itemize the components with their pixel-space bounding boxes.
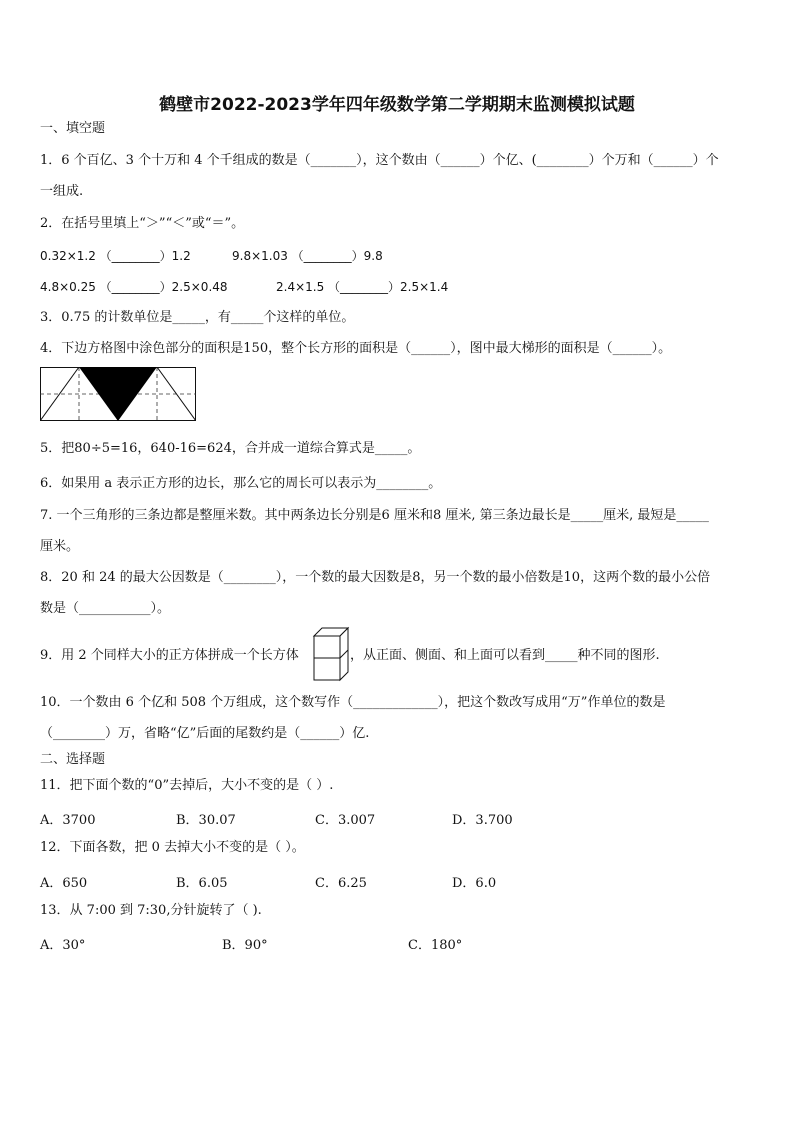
question-11-option-b: B．30.07 [176, 813, 236, 828]
section-heading-fill-blank: 一、填空题 [40, 121, 106, 136]
question-10-line-1: 10．一个数由 6 个亿和 508 个万组成，这个数写作（_____________），把这个数改写成用“万”作单位的数是 [40, 695, 666, 710]
question-13-option-c: C．180° [408, 938, 463, 953]
question-7-line-2: 厘米。 [40, 539, 80, 554]
question-12: 12．下面各数，把 0 去掉大小不变的是（ ）。 [40, 840, 305, 855]
question-2-item-4: 2.4×1.5 （________）2.5×1.4 [276, 280, 449, 294]
page-title: 鹤壁市2022-2023学年四年级数学第二学期期末监测模拟试题 [159, 95, 635, 115]
question-12-option-d: D．6.0 [452, 876, 497, 891]
question-12-option-b: B．6.05 [176, 876, 228, 891]
question-11-option-d: D．3.700 [452, 813, 513, 828]
question-11-option-c: C．3.007 [315, 813, 376, 828]
question-13: 13．从 7:00 到 7:30,分针旋转了（ ). [40, 903, 262, 918]
question-4: 4．下边方格图中涂色部分的面积是150，整个长方形的面积是（______），图中最大梯形的面积是（______）。 [40, 341, 672, 356]
question-2-item-2: 9.8×1.03 （________）9.8 [232, 249, 383, 263]
question-7-line-1: 7. 一个三角形的三条边都是整厘米数。其中两条边长分别是6 厘米和8 厘米, 第三条边最长是_____厘米, 最短是_____ [40, 508, 709, 523]
question-10-line-2: （________）万，省略“亿”后面的尾数约是（______）亿. [40, 726, 370, 741]
question-11-option-a: A．3700 [40, 813, 96, 828]
question-2-item-3: 4.8×0.25 （________）2.5×0.48 [40, 280, 228, 294]
grid-rectangle-figure [40, 367, 196, 421]
question-11: 11．把下面个数的“0”去掉后，大小不变的是（ ）. [40, 778, 334, 793]
question-12-option-c: C．6.25 [315, 876, 367, 891]
question-13-option-b: B．90° [222, 938, 268, 953]
question-2-item-1: 0.32×1.2 （________）1.2 [40, 249, 191, 263]
cuboid-figure [312, 626, 350, 682]
question-6: 6．如果用 a 表示正方形的边长，那么它的周长可以表示为________。 [40, 476, 442, 491]
question-8-line-2: 数是（___________）。 [40, 601, 171, 616]
question-1-line-1: 1．6 个百亿、3 个十万和 4 个千组成的数是（_______），这个数由（______）个亿、(________）个万和（______）个 [40, 153, 719, 168]
question-5: 5．把80÷5=16，640-16=624，合并成一道综合算式是_____。 [40, 441, 421, 456]
question-9-part-2: ，从正面、侧面、和上面可以看到_____种不同的图形. [350, 648, 660, 663]
question-9-part-1: 9．用 2 个同样大小的正方体拼成一个长方体 [40, 648, 299, 663]
question-8-line-1: 8．20 和 24 的最大公因数是（________），一个数的最大因数是8，另一个数的最小倍数是10，这两个数的最小公倍 [40, 570, 711, 585]
question-3: 3．0.75 的计数单位是_____，有_____个这样的单位。 [40, 310, 355, 325]
question-2: 2．在括号里填上“＞”“＜”或“＝”。 [40, 216, 245, 231]
question-13-option-a: A．30° [40, 938, 86, 953]
question-1-line-2: 一组成. [40, 184, 84, 199]
question-12-option-a: A．650 [40, 876, 88, 891]
section-heading-choice: 二、选择题 [40, 752, 106, 767]
